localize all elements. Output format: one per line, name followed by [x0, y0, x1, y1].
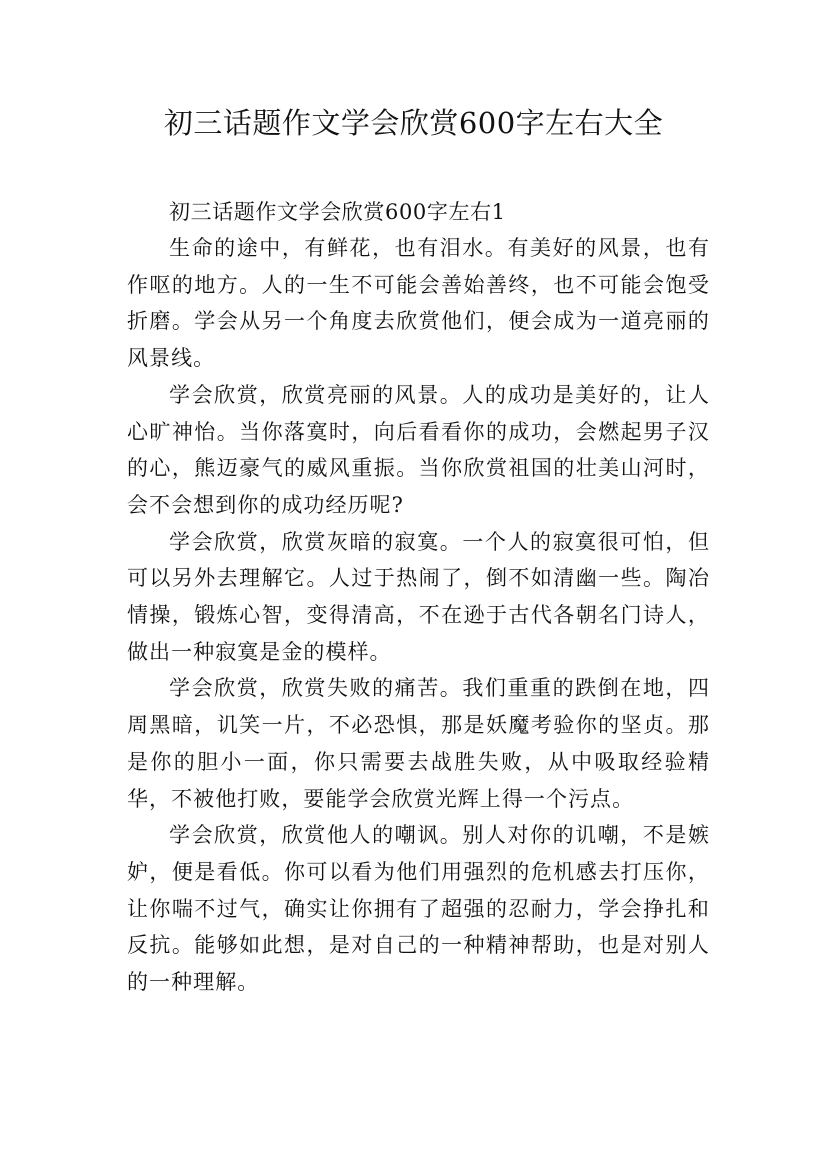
paragraph-2: 学会欣赏，欣赏亮丽的风景。人的成功是美好的，让人心旷神怡。当你落寞时，向后看看你的成功，会燃起男子汉的心，熊迈豪气的威风重振。当你欣赏祖国的壮美山河时，会不会想到你的成功经历呢? [127, 382, 710, 517]
essay-subtitle: 初三话题作文学会欣赏600字左右1 [169, 200, 506, 224]
document-title: 初三话题作文学会欣赏600字左右大全 [163, 106, 664, 140]
document-body [127, 194, 710, 1001]
paragraph-5: 学会欣赏，欣赏他人的嘲讽。别人对你的讥嘲，不是嫉妒，便是看低。你可以看为他们用强烈的危机感去打压你，让你喘不过气，确实让你拥有了超强的忍耐力，学会挣扎和反抗。能够如此想，是对自己的一种精神帮助，也是对别人的一种理解。 [127, 823, 710, 995]
paragraph-3: 学会欣赏，欣赏灰暗的寂寞。一个人的寂寞很可怕，但可以另外去理解它。人过于热闹了，倒不如清幽一些。陶冶情操，锻炼心智，变得清高，不在逊于古代各朝名门诗人，做出一种寂寞是金的模样。 [127, 529, 710, 664]
paragraph-1: 生命的途中，有鲜花，也有泪水。有美好的风景，也有作呕的地方。人的一生不可能会善始善终，也不可能会饱受折磨。学会从另一个角度去欣赏他们，便会成为一道亮丽的风景线。 [127, 236, 710, 371]
paragraph-4: 学会欣赏，欣赏失败的痛苦。我们重重的跌倒在地，四周黑暗，讥笑一片，不必恐惧，那是妖魔考验你的坚贞。那是你的胆小一面，你只需要去战胜失败，从中吸取经验精华，不被他打败，要能学会欣赏光辉上得一个污点。 [127, 676, 710, 811]
